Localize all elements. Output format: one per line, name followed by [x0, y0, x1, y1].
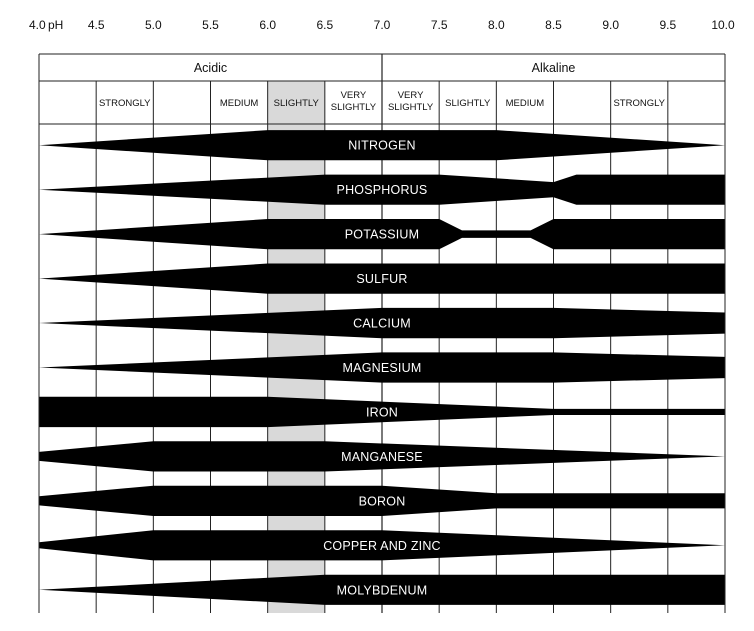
- axis-unit-label: pH: [48, 18, 64, 32]
- category-label: SLIGHTLY: [387, 102, 434, 113]
- tick-label: 8.5: [545, 18, 562, 32]
- tick-label: 5.5: [202, 18, 219, 32]
- group-label: Alkaline: [531, 61, 576, 75]
- tick-label: 9.5: [659, 18, 677, 32]
- tick-label: 7.5: [430, 18, 448, 32]
- nutrient-label: COPPER AND ZINC: [323, 538, 441, 553]
- group-label: Acidic: [193, 61, 228, 75]
- category-label: SLIGHTLY: [330, 102, 377, 113]
- tick-label: 6.0: [259, 18, 277, 32]
- category-label: SLIGHTLY: [445, 98, 491, 109]
- category-label: MEDIUM: [219, 98, 259, 109]
- category-label: MEDIUM: [505, 98, 545, 109]
- nutrient-label: NITROGEN: [348, 138, 416, 153]
- nutrient-label: PHOSPHORUS: [336, 183, 428, 198]
- tick-label: 6.5: [316, 18, 334, 32]
- tick-label: 5.0: [144, 18, 162, 32]
- bands-layer: [39, 130, 725, 605]
- tick-label: 7.0: [373, 18, 391, 32]
- tick-label: 9.0: [602, 18, 620, 32]
- category-label: VERY: [340, 90, 367, 101]
- nutrient-label: MAGNESIUM: [342, 361, 422, 375]
- nutrient-label: POTASSIUM: [344, 227, 420, 242]
- nutrient-label: IRON: [365, 405, 399, 420]
- category-label: SLIGHTLY: [273, 98, 319, 109]
- nutrient-label: BORON: [358, 494, 406, 509]
- category-label: VERY: [397, 90, 424, 101]
- tick-label: 10.0: [711, 18, 735, 32]
- tick-label: 4.5: [87, 18, 105, 32]
- nutrient-label: SULFUR: [356, 272, 408, 287]
- tick-label: 8.0: [487, 18, 505, 32]
- nutrient-label: MOLYBDENUM: [336, 583, 428, 598]
- category-label: STRONGLY: [98, 98, 151, 109]
- nutrient-label: CALCIUM: [353, 316, 411, 331]
- tick-label: 4.0: [29, 18, 46, 32]
- category-label: STRONGLY: [613, 98, 666, 109]
- nutrient-label: MANGANESE: [341, 449, 423, 464]
